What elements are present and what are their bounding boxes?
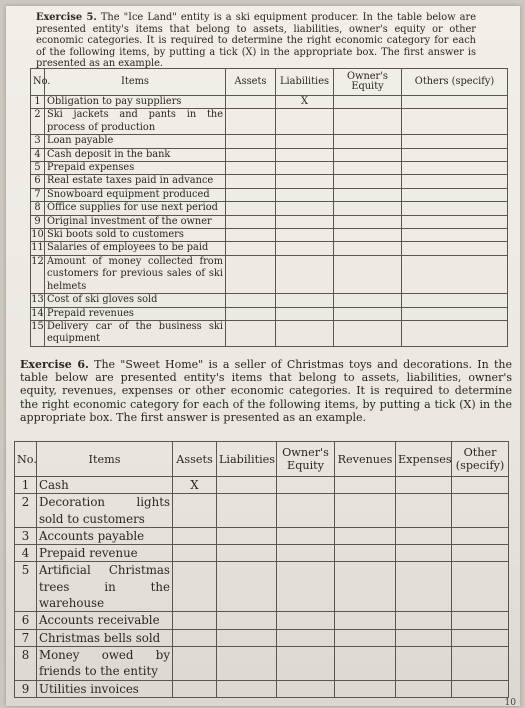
answer-cell[interactable] xyxy=(452,629,509,646)
row-item: Prepaid revenues xyxy=(45,307,226,320)
answer-cell[interactable] xyxy=(402,320,508,346)
table-row xyxy=(31,242,508,255)
row-item: Money owed by friends to the entity xyxy=(37,646,173,680)
answer-cell[interactable] xyxy=(173,612,217,629)
answer-cell[interactable] xyxy=(217,545,277,562)
answer-cell[interactable] xyxy=(452,477,509,494)
header-expenses: Expenses xyxy=(396,442,452,477)
table-row xyxy=(31,229,508,242)
answer-cell[interactable] xyxy=(396,612,452,629)
answer-cell[interactable] xyxy=(396,646,452,680)
answer-cell[interactable] xyxy=(276,135,334,148)
table-row xyxy=(31,148,508,161)
answer-cell[interactable] xyxy=(226,255,276,293)
table-row xyxy=(15,562,509,612)
row-number: 5 xyxy=(15,562,37,612)
row-number: 2 xyxy=(15,494,37,528)
answer-cell[interactable] xyxy=(276,255,334,293)
answer-cell[interactable] xyxy=(276,215,334,228)
row-number: 9 xyxy=(15,680,37,697)
table-row xyxy=(15,646,509,680)
answer-cell[interactable] xyxy=(334,109,402,135)
row-number: 3 xyxy=(15,527,37,544)
row-item: Ski jackets and pants in the process of production xyxy=(45,109,226,135)
header-assets: Assets xyxy=(226,69,276,96)
answer-cell[interactable] xyxy=(217,680,277,697)
answer-cell[interactable] xyxy=(217,494,277,528)
answer-cell[interactable] xyxy=(396,527,452,544)
answer-cell[interactable] xyxy=(402,307,508,320)
exercise6-title: Exercise 6. xyxy=(20,358,89,371)
table-row xyxy=(31,162,508,175)
answer-cell[interactable] xyxy=(452,612,509,629)
table-row xyxy=(31,294,508,307)
answer-cell[interactable] xyxy=(402,162,508,175)
answer-cell[interactable] xyxy=(276,162,334,175)
answer-cell[interactable] xyxy=(276,242,334,255)
table-row xyxy=(31,96,508,109)
answer-cell[interactable] xyxy=(334,202,402,215)
answer-cell[interactable] xyxy=(173,646,217,680)
answer-cell[interactable] xyxy=(277,545,335,562)
row-number: 8 xyxy=(15,646,37,680)
answer-cell[interactable] xyxy=(396,629,452,646)
row-number: 3 xyxy=(31,135,45,148)
row-number: 13 xyxy=(31,294,44,306)
table-row xyxy=(15,612,509,629)
row-item: Artificial Christmas trees in the warehouse xyxy=(37,562,173,612)
table-row xyxy=(31,307,508,320)
answer-cell[interactable] xyxy=(334,188,402,201)
table-row xyxy=(15,527,509,544)
row-item: Ski boots sold to customers xyxy=(45,229,226,242)
answer-cell[interactable] xyxy=(334,175,402,188)
answer-cell[interactable] xyxy=(277,477,335,494)
header-items: Items xyxy=(45,69,226,96)
header-items: Items xyxy=(37,442,173,477)
answer-cell[interactable] xyxy=(335,545,396,562)
row-item: Prepaid expenses xyxy=(45,162,226,175)
answer-cell[interactable] xyxy=(396,545,452,562)
table-row xyxy=(31,202,508,215)
answer-cell[interactable] xyxy=(334,320,402,346)
answer-cell[interactable] xyxy=(173,494,217,528)
exercise6-table-body xyxy=(15,477,509,698)
answer-cell[interactable] xyxy=(217,527,277,544)
row-item: Real estate taxes paid in advance xyxy=(45,175,226,188)
exercise5-text: The "Ice Land" entity is a ski equipment producer. In the table below are presented entity's items that belong to assets, liabilities, owner's equity or other economic categories. It is required to determine the right economic category for each of the following items, by putting a tick (X) in the appropriate box. The first answer is presented as an example. xyxy=(36,12,476,70)
answer-cell[interactable] xyxy=(226,320,276,346)
answer-cell[interactable] xyxy=(334,148,402,161)
answer-cell[interactable] xyxy=(452,545,509,562)
row-number: 10 xyxy=(31,229,44,241)
answer-cell[interactable] xyxy=(217,612,277,629)
exercise5-instructions xyxy=(36,12,476,70)
row-item: Utilities invoices xyxy=(37,680,173,697)
header-no: No. xyxy=(15,442,37,477)
answer-cell[interactable] xyxy=(396,477,452,494)
header-revenues: Revenues xyxy=(335,442,396,477)
row-item: Cash xyxy=(37,477,173,494)
table-row xyxy=(31,320,508,346)
answer-cell[interactable] xyxy=(402,148,508,161)
answer-cell[interactable] xyxy=(277,680,335,697)
answer-cell[interactable] xyxy=(335,562,396,612)
answer-cell[interactable] xyxy=(334,294,402,307)
header-others: Others (specify) xyxy=(402,69,508,96)
answer-cell[interactable] xyxy=(226,162,276,175)
answer-cell[interactable] xyxy=(226,294,276,307)
answer-cell[interactable] xyxy=(402,294,508,307)
row-number: 11 xyxy=(31,242,44,254)
answer-cell[interactable] xyxy=(226,307,276,320)
answer-cell[interactable] xyxy=(226,175,276,188)
row-number: 1 xyxy=(15,477,37,494)
table-row xyxy=(31,109,508,135)
table-row xyxy=(15,680,509,697)
table-row xyxy=(15,477,509,494)
answer-cell[interactable] xyxy=(276,202,334,215)
row-item: Decoration lights sold to customers xyxy=(37,494,173,528)
answer-cell[interactable] xyxy=(402,135,508,148)
answer-cell[interactable] xyxy=(402,202,508,215)
header-owners-equity: Owner's Equity xyxy=(334,69,402,96)
answer-cell[interactable] xyxy=(334,162,402,175)
answer-cell[interactable] xyxy=(276,320,334,346)
answer-cell[interactable] xyxy=(452,494,509,528)
answer-cell[interactable] xyxy=(173,527,217,544)
answer-cell[interactable] xyxy=(335,680,396,697)
answer-cell[interactable] xyxy=(402,215,508,228)
answer-cell[interactable] xyxy=(452,646,509,680)
row-number: 15 xyxy=(31,320,45,346)
answer-cell[interactable] xyxy=(277,527,335,544)
row-number: 4 xyxy=(31,148,45,161)
row-item: Office supplies for use next period xyxy=(45,202,226,215)
row-number: 2 xyxy=(31,109,45,135)
row-number: 1 xyxy=(31,96,45,109)
answer-cell[interactable] xyxy=(276,148,334,161)
answer-cell[interactable] xyxy=(226,109,276,135)
answer-cell[interactable] xyxy=(277,562,335,612)
header-assets: Assets xyxy=(173,442,217,477)
answer-cell[interactable] xyxy=(396,494,452,528)
answer-cell[interactable] xyxy=(396,680,452,697)
answer-cell[interactable] xyxy=(452,527,509,544)
answer-cell[interactable] xyxy=(452,680,509,697)
row-number: 7 xyxy=(15,629,37,646)
table-row xyxy=(31,255,508,293)
answer-cell[interactable] xyxy=(334,229,402,242)
answer-cell[interactable] xyxy=(396,562,452,612)
row-item: Amount of money collected from customers for previous sales of ski helmets xyxy=(45,255,226,293)
answer-cell[interactable] xyxy=(335,494,396,528)
table-row xyxy=(31,175,508,188)
answer-cell[interactable] xyxy=(276,229,334,242)
row-number: 6 xyxy=(15,612,37,629)
answer-cell[interactable] xyxy=(276,188,334,201)
answer-cell[interactable] xyxy=(402,96,508,109)
row-item: Christmas bells sold xyxy=(37,629,173,646)
answer-cell[interactable] xyxy=(226,202,276,215)
row-item: Salaries of employees to be paid xyxy=(45,242,226,255)
header-owners-equity: Owner's Equity xyxy=(277,442,335,477)
answer-cell[interactable] xyxy=(217,477,277,494)
row-item: Prepaid revenue xyxy=(37,545,173,562)
answer-cell[interactable] xyxy=(402,175,508,188)
worksheet-page xyxy=(6,6,520,706)
answer-cell[interactable] xyxy=(276,175,334,188)
answer-cell[interactable] xyxy=(277,612,335,629)
answer-cell[interactable] xyxy=(277,629,335,646)
answer-cell[interactable] xyxy=(335,629,396,646)
answer-cell[interactable] xyxy=(334,96,402,109)
row-number: 12 xyxy=(31,255,45,293)
answer-cell[interactable] xyxy=(173,629,217,646)
answer-cell[interactable] xyxy=(334,242,402,255)
row-item: Cash deposit in the bank xyxy=(45,148,226,161)
table-row xyxy=(15,494,509,528)
answer-cell[interactable] xyxy=(334,307,402,320)
row-item: Delivery car of the business ski equipment xyxy=(45,320,226,346)
exercise6-instructions xyxy=(20,358,512,424)
table-row xyxy=(15,629,509,646)
row-item: Loan payable xyxy=(45,135,226,148)
answer-cell[interactable] xyxy=(217,562,277,612)
answer-cell[interactable] xyxy=(335,527,396,544)
answer-cell[interactable] xyxy=(226,215,276,228)
row-number: 7 xyxy=(31,188,45,201)
row-item: Cost of ski gloves sold xyxy=(45,294,226,307)
answer-cell[interactable] xyxy=(334,215,402,228)
row-item: Accounts receivable xyxy=(37,612,173,629)
answer-cell[interactable] xyxy=(226,229,276,242)
answer-cell[interactable] xyxy=(276,307,334,320)
exercise6-text: The "Sweet Home" is a seller of Christmas toys and decorations. In the table below are presented entity's items that belong to assets, liabilities, owner's equity, revenues, expenses or other economic categories. It is required to determine the right economic category for each of the following items, by putting a tick (X) in the appropriate box. The first answer is presented as an example. xyxy=(20,358,512,424)
answer-cell[interactable] xyxy=(402,229,508,242)
header-no: No. xyxy=(31,69,45,96)
answer-cell[interactable] xyxy=(173,680,217,697)
exercise5-table-body xyxy=(31,96,508,347)
answer-cell[interactable] xyxy=(173,562,217,612)
table-row xyxy=(31,188,508,201)
answer-cell[interactable] xyxy=(276,109,334,135)
answer-cell[interactable] xyxy=(335,612,396,629)
header-other: Other (specify) xyxy=(452,442,509,477)
answer-cell[interactable] xyxy=(334,135,402,148)
row-item: Obligation to pay suppliers xyxy=(45,96,226,109)
row-item: Snowboard equipment produced xyxy=(45,188,226,201)
table-row xyxy=(15,545,509,562)
exercise6-header-row xyxy=(15,442,509,477)
answer-cell[interactable] xyxy=(277,646,335,680)
answer-cell[interactable] xyxy=(217,629,277,646)
answer-cell[interactable] xyxy=(226,242,276,255)
answer-cell[interactable]: X xyxy=(173,477,217,494)
answer-cell[interactable] xyxy=(277,494,335,528)
answer-cell[interactable] xyxy=(335,646,396,680)
row-number: 6 xyxy=(31,175,45,188)
answer-cell[interactable] xyxy=(402,188,508,201)
answer-cell[interactable] xyxy=(173,545,217,562)
answer-cell[interactable]: X xyxy=(276,96,334,109)
header-liabilities: Liabilities xyxy=(217,442,277,477)
row-item: Original investment of the owner xyxy=(45,215,226,228)
exercise5-table xyxy=(30,68,508,347)
header-liabilities: Liabilities xyxy=(276,69,334,96)
exercise5-title: Exercise 5. xyxy=(36,12,97,23)
row-number: 5 xyxy=(31,162,45,175)
answer-cell[interactable] xyxy=(226,188,276,201)
answer-cell[interactable] xyxy=(452,562,509,612)
exercise5-header-row xyxy=(31,69,508,96)
answer-cell[interactable] xyxy=(335,477,396,494)
answer-cell[interactable] xyxy=(334,255,402,293)
page-number: 10 xyxy=(504,698,516,708)
answer-cell[interactable] xyxy=(226,96,276,109)
row-number: 9 xyxy=(31,215,45,228)
answer-cell[interactable] xyxy=(402,109,508,135)
answer-cell[interactable] xyxy=(226,135,276,148)
answer-cell[interactable] xyxy=(402,255,508,293)
row-number: 4 xyxy=(15,545,37,562)
answer-cell[interactable] xyxy=(276,294,334,307)
answer-cell[interactable] xyxy=(226,148,276,161)
exercise6-table xyxy=(14,441,509,698)
table-row xyxy=(31,135,508,148)
table-row xyxy=(31,215,508,228)
answer-cell[interactable] xyxy=(402,242,508,255)
answer-cell[interactable] xyxy=(217,646,277,680)
row-number: 8 xyxy=(31,202,45,215)
row-item: Accounts payable xyxy=(37,527,173,544)
row-number: 14 xyxy=(31,307,44,319)
